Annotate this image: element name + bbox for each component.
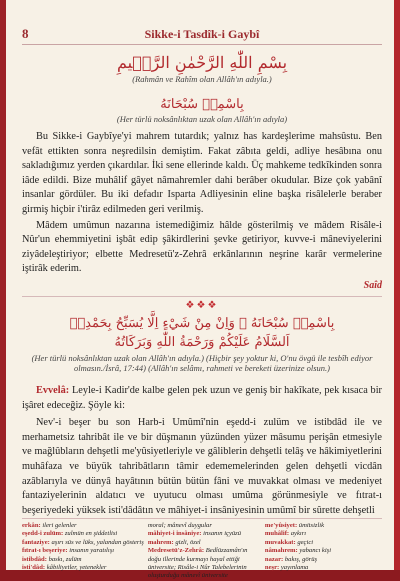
bismihi-arabic: بِاسْمِه۪ سُبْحَانَهُ <box>160 97 244 112</box>
page-header <box>22 26 382 42</box>
glossary-entry: muvakkat: geçici <box>264 538 314 546</box>
body-top <box>22 130 382 277</box>
basmala-block <box>22 52 382 84</box>
verse-line-1: بِاسْمِه۪ سُبْحَانَهُ ۞ وَاِنْ مِنْ شَيْءٍ اِلَّا يُسَبِّحُ بِحَمْدِه۪ <box>69 316 335 331</box>
glossary-entry: muhâlif: aykırı <box>264 530 307 538</box>
glossary-column-1 <box>22 522 148 581</box>
evvela-paragraph <box>22 384 382 413</box>
paragraph-1: Bu Sikke-i Gaybîye'yi mahrem tutardık; yalnız has kardeşlerime mahsûstu. Ben vefât ettikten sonra neşredilsin demiştim. Fakat zâbıta geldi, adliye hesâbına onu sakladığımız yerden çıkardılar. İki sene ellerinde kaldı. Üç mahkeme tedkîkinden sonra iâde edildi. Bize muhâlif gâyet nâmahremler dahi berâber okudular. Bize çok yabânî insanlar gördüler. Bu iki defadır Isparta Adliyesinin eline başka risâlelerle beraber girmiş hiçbir i'tirâz edilmeden geri verilmiş. <box>22 131 382 215</box>
glossary-column-3 <box>265 522 382 581</box>
paragraph-2: Mâdem umûmun nazarına istemediğimiz hâlde gösterilmiş ve mâdem Risâle-i Nûr'un ehemmiyetini işbât edip şâkirdlerini şevke getiriyor, kuvve-i mâneviyelerini ziyâdeleştiriyor; elbette Medresetü'z-Zehrâ erkânlarının neşrine karâr vermelerine iştirâk ederim. <box>22 219 382 275</box>
book-spine <box>0 0 6 570</box>
glossary-entry: istibdâd: baskı, zulüm <box>22 555 82 563</box>
header-rule <box>22 44 382 45</box>
page-edge <box>394 0 400 570</box>
glossary-rule <box>22 518 382 519</box>
glossary-entry: erkân: ileri gelenler <box>22 522 77 529</box>
signature: Saîd <box>363 280 382 291</box>
glossary-entry: mahrem: gizli, özel <box>147 538 201 546</box>
glossary-entry: nazar: bakış, görüş <box>264 555 318 563</box>
body-bottom <box>22 384 382 518</box>
ornament: ❖❖❖ <box>185 300 219 311</box>
glossary-entry: neşr: yayınlama <box>264 564 309 572</box>
verse-translation: (Her türlü noksânlıktan uzak olan Allâh'ın adıyla.) (Hiçbir şey yoktur ki, O'nu övgü ile tesbîh ediyor olmasın./İsrâ, 17:44) (Allâh'ın selâmı, rahmeti ve bereketi üzerinize olsun.) <box>31 353 373 373</box>
glossary-entry: me'yûsiyet: ümitsizlik <box>264 522 325 529</box>
glossary-entry: isti'dâd: kâbiliyetler, yetenekler <box>22 564 107 572</box>
page-number: 8 <box>22 26 29 41</box>
glossary-entry: moral; mânevî duygular <box>147 522 212 529</box>
glossary-entry: Medresetü'z-Zehrâ: Bedîüzzamân'ın doğu illerinde kurmayı hayal ettiği üniversite; Risâle-i Nûr Talebelerinin oluşturduğu mânevî üniversite <box>147 547 248 580</box>
basmala-arabic: بِسْمِ اللّٰهِ الرَّحْمٰنِ الرَّح۪يمِ <box>116 53 288 72</box>
glossary-entry: mâhiyet-i insâniye: insanın içyüzü <box>147 530 242 538</box>
glossary-entry: fantaziye: aşırı süs ve lüks, yalandan gösteriş <box>22 538 144 546</box>
bismihi-block <box>22 96 382 124</box>
separator-rule <box>22 296 382 297</box>
bismihi-translation: (Her türlü noksânlıktan uzak olan Allâh'ın adıyla) <box>116 114 288 124</box>
signature-block <box>22 280 382 291</box>
paragraph-main: Nev'-i beşer bu son Harb-i Umûmî'nin eşedd-i zulüm ve istibdâd ile ve merhametsiz tahribât ile ve bir düşmanın yüzünden yüzer mâsumu perişân etmesiyle ve mağlûbların dehşetli me'yûsiyetleriyle ve gâliblerin dehşetli telâş ve hâkimiyetlerini muhâfaza ve büyük tahribâtların tâmir edememelerinden gelen dehşetli vicdân azâblarıyla ve dünyâ hayâtının bütün bütün fâni ve muvakkat olması ve medeniyet fantaziyelerinin aldatıcı ve uyutucu olması umûma görünmesiyle ve fıtrat-ı beşeriyedeki yüksek isti'dâdâtın ve mâhiyet-i insâniyesinin umûmî bir sûrette dehşetli <box>22 417 382 516</box>
glossary <box>22 522 382 581</box>
basmala-translation: (Rahmân ve Rahîm olan Allâh'ın adıyla.) <box>132 74 272 84</box>
running-title: Sikke-i Tasdîk-i Gaybî <box>144 26 260 41</box>
evvela-label: Evvelâ: <box>36 385 70 396</box>
ornament-block <box>22 300 382 311</box>
glossary-entry: nâmahrem: yabancı kişi <box>264 547 332 555</box>
verse-block <box>22 314 382 373</box>
glossary-column-2 <box>148 522 265 581</box>
evvela-text: Leyle-i Kadir'de kalbe gelen pek uzun ve geniş bir hakîkate, pek kısaca bir işâret edeceğiz. Şöyle ki: <box>22 385 382 411</box>
verse-line-2: اَلسَّلَامُ عَلَيْكُمْ وَرَحْمَةُ اللّٰهِ وَبَرَكَاتُهُ <box>114 335 290 350</box>
glossary-entry: fıtrat-ı beşeriye: insanın yaratılışı <box>22 547 115 555</box>
glossary-entry: eşedd-i zulüm: zulmün en şiddetlisi <box>22 530 118 538</box>
